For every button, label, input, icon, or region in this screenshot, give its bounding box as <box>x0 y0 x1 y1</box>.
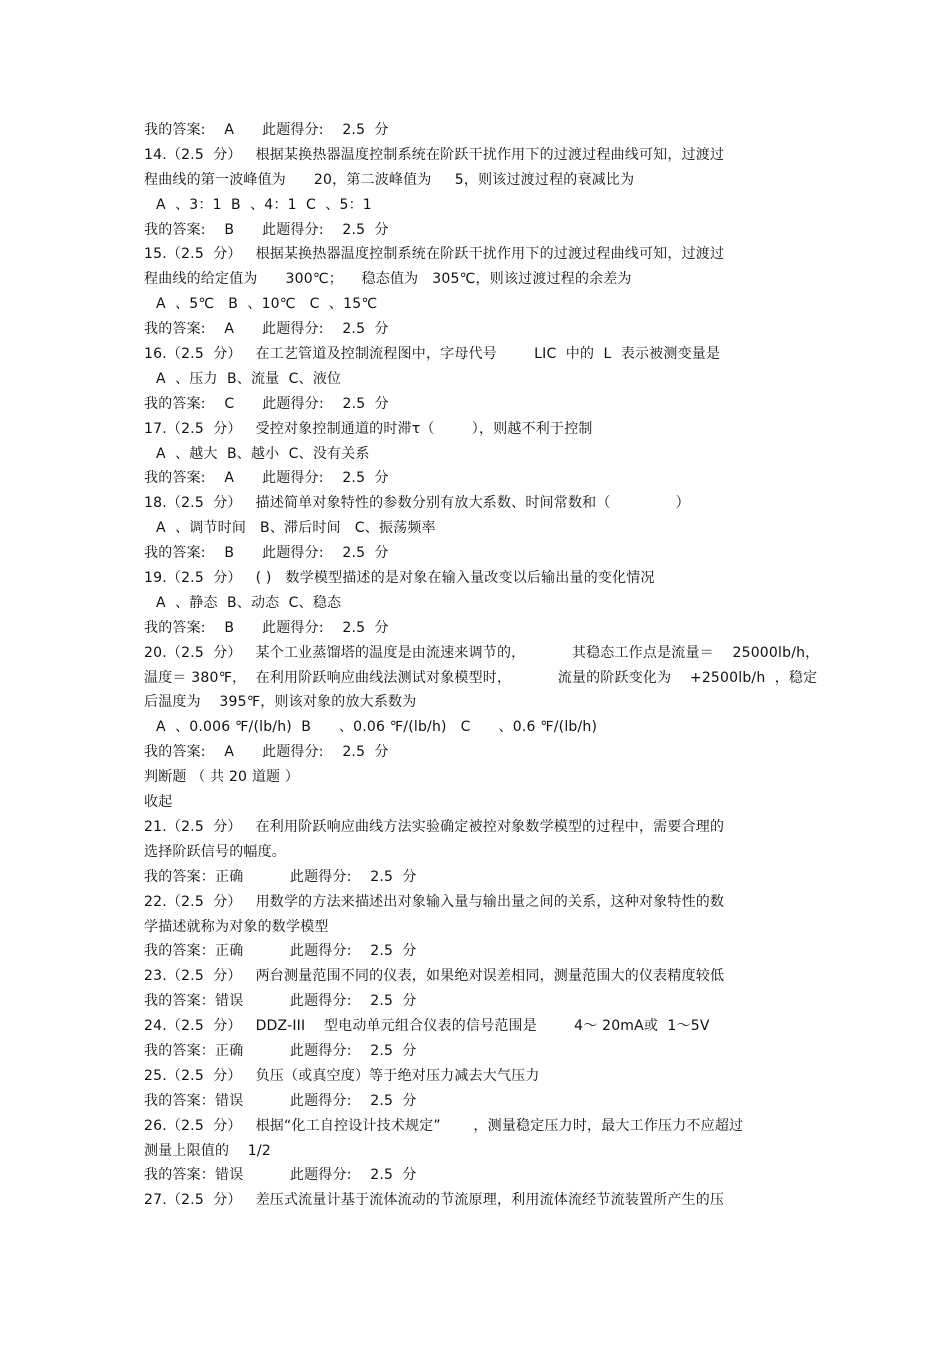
answer-line: 我的答案：错误 此题得分: 2.5 分 <box>144 1092 417 1109</box>
answer-line: 我的答案: B 此题得分: 2.5 分 <box>144 619 389 636</box>
answer-line: 我的答案：正确 此题得分: 2.5 分 <box>144 1042 417 1059</box>
question-22: 22.（2.5 分） 用数学的方法来描述出对象输入量与输出量之间的关系，这种对象特性的数 <box>144 893 725 910</box>
question-23: 23.（2.5 分） 两台测量范围不同的仪表，如果绝对误差相同，测量范围大的仪表精度较低 <box>144 968 725 985</box>
question-14: 14.（2.5 分） 根据某换热器温度控制系统在阶跃干扰作用下的过渡过程曲线可知，过渡过 <box>144 146 725 163</box>
question-25: 25.（2.5 分） 负压（或真空度）等于绝对压力减去大气压力 <box>144 1067 540 1084</box>
answer-line: 我的答案：正确 此题得分: 2.5 分 <box>144 868 417 885</box>
options-14: A 、3：1 B 、4：1 C 、5：1 <box>156 196 372 213</box>
question-19: 19.（2.5 分） ( ) 数学模型描述的是对象在输入量改变以后输出量的变化情况 <box>144 570 655 587</box>
question-16: 16.（2.5 分） 在工艺管道及控制流程图中，字母代号 LIC 中的 L 表示被测变量是 <box>144 346 721 363</box>
question-18: 18.（2.5 分） 描述简单对象特性的参数分别有放大系数、时间常数和（ ） <box>144 495 690 512</box>
question-20: 20.（2.5 分） 某个工业蒸馏塔的温度是由流速来调节的， 其稳态工作点是流量＝ 25000lb/h， <box>144 644 820 661</box>
question-27: 27.（2.5 分） 差压式流量计基于流体流动的节流原理，利用流体流经节流装置所产生的压 <box>144 1192 725 1209</box>
collapse-link[interactable]: 收起 <box>144 794 173 811</box>
question-21: 21.（2.5 分） 在利用阶跃响应曲线方法实验确定被控对象数学模型的过程中，需要合理的 <box>144 818 725 835</box>
section-heading: 判断题 （ 共 20 道题 ） <box>144 769 300 786</box>
question-15: 15.（2.5 分） 根据某换热器温度控制系统在阶跃干扰作用下的过渡过程曲线可知，过渡过 <box>144 246 725 263</box>
question-20-cont: 温度＝ 380℉， 在利用阶跃响应曲线法测试对象模型时， 流量的阶跃变化为 +2500lb/h ，稳定 <box>144 669 818 686</box>
options-20: A 、0.006 ℉/(lb/h) B 、0.06 ℉/(lb/h) C 、0.6 ℉/(lb/h) <box>156 719 598 736</box>
answer-line: 我的答案: B 此题得分: 2.5 分 <box>144 221 389 238</box>
answer-line: 我的答案：正确 此题得分: 2.5 分 <box>144 943 417 960</box>
answer-line: 我的答案: A 此题得分: 2.5 分 <box>144 122 389 138</box>
answer-line: 我的答案: B 此题得分: 2.5 分 <box>144 545 389 562</box>
question-24: 24.（2.5 分） DDZ-III 型电动单元组合仪表的信号范围是 4～ 20mA或 1～5V <box>144 1018 710 1035</box>
answer-line: 我的答案: C 此题得分: 2.5 分 <box>144 395 389 412</box>
question-22-cont: 学描述就称为对象的数学模型 <box>144 918 329 935</box>
answer-line: 我的答案：错误 此题得分: 2.5 分 <box>144 1167 417 1184</box>
options-15: A 、5℃ B 、10℃ C 、15℃ <box>156 296 378 313</box>
question-20-cont: 后温度为 395℉，则该对象的放大系数为 <box>144 694 417 711</box>
question-26: 26.（2.5 分） 根据“化工自控设计技术规定” ，测量稳定压力时，最大工作压力不应超过 <box>144 1117 744 1134</box>
question-15-cont: 程曲线的给定值为 300℃； 稳态值为 305℃，则该过渡过程的余差为 <box>144 271 632 288</box>
options-18: A 、调节时间 B、滞后时间 C、振荡频率 <box>156 520 436 537</box>
question-17: 17.（2.5 分） 受控对象控制通道的时滞τ（ ），则越不利于控制 <box>144 420 593 437</box>
answer-line: 我的答案: A 此题得分: 2.5 分 <box>144 470 389 487</box>
answer-line: 我的答案: A 此题得分: 2.5 分 <box>144 321 389 338</box>
answer-line: 我的答案: A 此题得分: 2.5 分 <box>144 744 389 761</box>
answer-line: 我的答案：错误 此题得分: 2.5 分 <box>144 993 417 1010</box>
question-14-cont: 程曲线的第一波峰值为 20，第二波峰值为 5，则该过渡过程的衰减比为 <box>144 171 635 188</box>
document-body <box>144 118 824 1213</box>
question-26-cont: 测量上限值的 1/2 <box>144 1142 271 1159</box>
question-21-cont: 选择阶跃信号的幅度。 <box>144 843 286 860</box>
options-17: A 、越大 B、越小 C、没有关系 <box>156 445 370 462</box>
options-16: A 、压力 B、流量 C、液位 <box>156 370 342 387</box>
options-19: A 、静态 B、动态 C、稳态 <box>156 594 342 611</box>
